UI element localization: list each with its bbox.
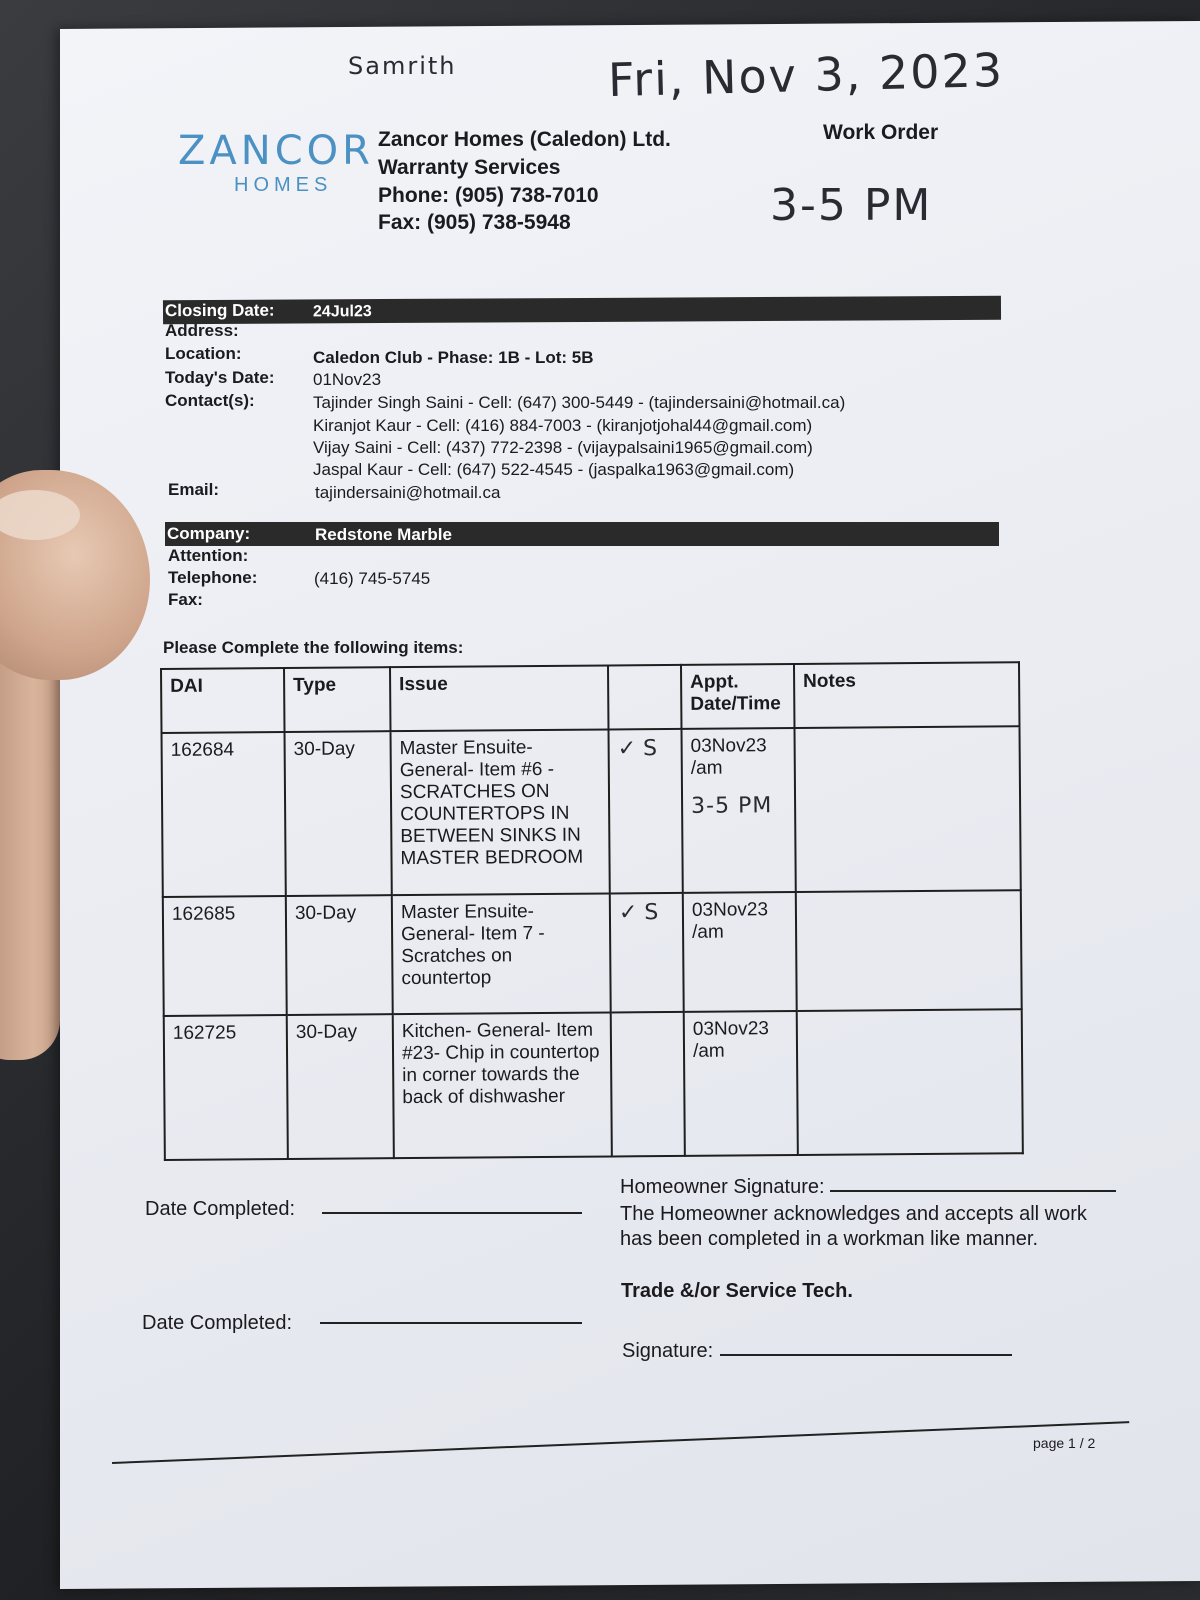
table-header-row — [161, 662, 1019, 733]
handwritten-time: 3-5 PM — [770, 180, 933, 231]
bottom-rule — [112, 1421, 1129, 1464]
cell-dai: 162685 — [163, 896, 287, 1016]
cell-notes — [796, 890, 1022, 1011]
telephone-label: Telephone: — [168, 568, 258, 587]
cell-issue: Master Ensuite- General- Item #6 - SCRATCHES ON COUNTERTOPS IN BETWEEN SINKS IN MASTER BEDROOM — [391, 729, 610, 895]
closing-bar — [163, 296, 1001, 324]
cell-mark — [610, 893, 684, 1013]
today-value: 01Nov23 — [313, 370, 382, 389]
trade-company-value: Redstone Marble — [315, 525, 452, 544]
company-dept: Warranty Services — [378, 156, 561, 179]
location-value: Caledon Club - Phase: 1B - Lot: 5B — [313, 348, 594, 367]
cell-type: 30-Day — [286, 895, 393, 1015]
cell-dai: 162725 — [164, 1015, 288, 1160]
contact-line: Vijay Saini - Cell: (437) 772-2398 - (vijaypalsaini1965@gmail.com) — [313, 438, 813, 457]
items-table — [160, 661, 1024, 1161]
cell-appt — [681, 728, 795, 893]
company-phone: Phone: (905) 738-7010 — [378, 184, 599, 207]
cell-appt — [684, 1011, 798, 1156]
cell-dai: 162684 — [162, 732, 286, 897]
check-mark: ✓ S — [617, 736, 658, 762]
cell-mark — [608, 729, 682, 894]
email-value: tajindersaini@hotmail.ca — [315, 483, 501, 502]
date-completed-line — [322, 1212, 582, 1214]
company-name: Zancor Homes (Caledon) Ltd. — [378, 128, 671, 151]
contact-line: Kiranjot Kaur - Cell: (416) 884-7003 - (kiranjotjohal44@gmail.com) — [313, 416, 813, 435]
contact-line: Jaspal Kaur - Cell: (647) 522-4545 - (jaspalka1963@gmail.com) — [313, 460, 795, 479]
company-fax: Fax: (905) 738-5948 — [378, 211, 571, 234]
fax-label: Fax: — [168, 590, 203, 609]
date-completed-label-2: Date Completed: — [142, 1312, 293, 1334]
header-dai: DAI — [161, 668, 284, 733]
address-label: Address: — [165, 321, 239, 340]
check-mark: ✓ S — [618, 900, 659, 926]
location-label: Location: — [165, 344, 242, 363]
closing-date-value: 24Jul23 — [312, 303, 372, 321]
trade-tech-label: Trade &/or Service Tech. — [621, 1280, 853, 1302]
ack-line-2: has been completed in a workman like manner. — [620, 1228, 1039, 1250]
cell-appt — [683, 892, 797, 1012]
appt-value: 03Nov23 /am — [692, 1018, 769, 1062]
table-row — [164, 1009, 1023, 1160]
cell-issue: Master Ensuite- General- Item 7 - Scratches on countertop — [392, 893, 611, 1014]
zancor-logo: ZANCOR — [178, 128, 374, 174]
table-row — [162, 726, 1021, 897]
homeowner-signature-line — [830, 1190, 1116, 1192]
cell-mark — [611, 1012, 685, 1157]
appt-value: 03Nov23 /am — [690, 735, 767, 779]
cell-notes — [797, 1009, 1023, 1155]
handwritten-date: Fri, Nov 3, 2023 — [607, 42, 1005, 108]
date-completed-label: Date Completed: — [145, 1198, 296, 1220]
telephone-value: (416) 745-5745 — [314, 569, 431, 588]
appt-value: 03Nov23 /am — [691, 899, 769, 943]
handwritten-name: Samrith — [348, 52, 457, 80]
closing-date-label: Closing Date: — [164, 300, 275, 321]
email-label: Email: — [168, 480, 220, 499]
signature-line — [720, 1354, 1012, 1356]
contact-line: Tajinder Singh Saini - Cell: (647) 300-5449 - (tajindersaini@hotmail.ca) — [313, 393, 846, 412]
ack-line-1: The Homeowner acknowledges and accepts all work — [620, 1203, 1087, 1225]
homeowner-signature-label: Homeowner Signature: — [620, 1176, 825, 1198]
signature-label: Signature: — [622, 1340, 714, 1362]
header-type: Type — [284, 667, 390, 732]
items-heading: Please Complete the following items: — [163, 638, 464, 657]
header-appt: Appt. Date/Time — [681, 664, 794, 729]
today-label: Today's Date: — [165, 368, 275, 387]
trade-company-label: Company: — [167, 524, 251, 543]
contacts-label: Contact(s): — [165, 391, 255, 410]
page-number: page 1 / 2 — [1033, 1435, 1096, 1451]
company-bar — [165, 522, 999, 546]
attention-label: Attention: — [168, 546, 249, 565]
date-completed-line-2 — [320, 1322, 582, 1324]
header-issue: Issue — [390, 665, 608, 731]
cell-issue: Kitchen- General- Item #23- Chip in countertop in corner towards the back of dishwasher — [393, 1012, 612, 1158]
cell-notes — [794, 726, 1020, 892]
cell-type: 30-Day — [287, 1014, 394, 1159]
zancor-logo-sub: HOMES — [234, 174, 333, 196]
table-row — [163, 890, 1022, 1016]
appt-handwritten: 3-5 PM — [691, 793, 773, 819]
doc-title: Work Order — [823, 121, 939, 144]
header-blank — [608, 665, 682, 730]
header-notes: Notes — [794, 662, 1019, 728]
cell-type: 30-Day — [285, 731, 392, 896]
